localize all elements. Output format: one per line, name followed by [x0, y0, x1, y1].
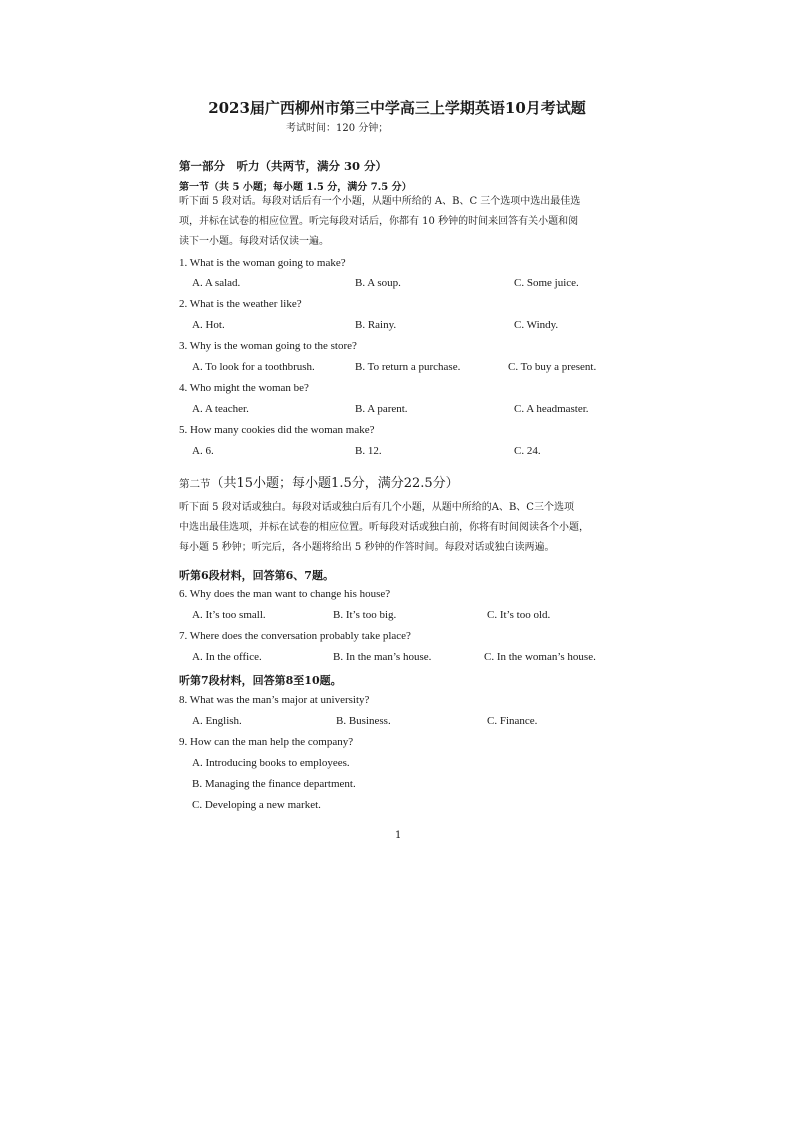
section1-instructions-line1: 听下面 5 段对话。每段对话后有一个小题，从题中所给的 A、B、C 三个选项中选出最佳选: [179, 196, 581, 207]
page-number: 1: [395, 830, 402, 841]
q3-option-b: B. To return a purchase.: [355, 361, 461, 373]
question-4: 4. Who might the woman be?: [179, 382, 309, 394]
q5-option-a: A. 6.: [192, 445, 214, 457]
question-6: 6. Why does the man want to change his house?: [179, 588, 391, 600]
part1-heading: 第一部分 听力（共两节，满分 30 分）: [179, 159, 388, 173]
q1-option-c: C. Some juice.: [514, 277, 579, 289]
q3-option-c: C. To buy a present.: [508, 361, 597, 373]
question-3: 3. Why is the woman going to the store?: [179, 340, 357, 352]
q1-option-a: A. A salad.: [192, 277, 241, 289]
q9-option-c: C. Developing a new market.: [192, 799, 321, 811]
q7-option-b: B. In the man’s house.: [333, 651, 432, 663]
q9-option-b: B. Managing the finance department.: [192, 778, 356, 790]
q9-option-a: A. Introducing books to employees.: [192, 757, 350, 769]
q6-option-b: B. It’s too big.: [333, 609, 397, 621]
q3-option-a: A. To look for a toothbrush.: [192, 361, 315, 373]
exam-duration: 考试时间：120 分钟；: [286, 123, 389, 134]
question-9: 9. How can the man help the company?: [179, 736, 354, 748]
q7-option-c: C. In the woman’s house.: [484, 651, 596, 663]
section2-instructions-line3: 每小题 5 秒钟；听完后，各小题将给出 5 秒钟的作答时间。每段对话或独白读两遍。: [179, 542, 555, 553]
section2-heading: [179, 472, 459, 491]
q5-option-c: C. 24.: [514, 445, 541, 457]
section1-heading: 第一节（共 5 小题；每小题 1.5 分，满分 7.5 分）: [179, 182, 412, 193]
q4-option-c: C. A headmaster.: [514, 403, 589, 415]
material-7-heading: 听第7段材料，回答第8至10题。: [179, 674, 342, 687]
q5-option-b: B. 12.: [355, 445, 382, 457]
section1-instructions-line3: 读下一小题。每段对话仅读一遍。: [179, 236, 329, 247]
question-2: 2. What is the weather like?: [179, 298, 302, 310]
q8-option-b: B. Business.: [336, 715, 391, 727]
section2-instructions-line2: 中选出最佳选项，并标在试卷的相应位置。听每段对话或独白前，你将有时间阅读各个小题，: [179, 522, 589, 533]
material-6-heading: 听第6段材料，回答第6、7题。: [179, 569, 334, 582]
q4-option-a: A. A teacher.: [192, 403, 249, 415]
q2-option-a: A. Hot.: [192, 319, 225, 331]
q1-option-b: B. A soup.: [355, 277, 401, 289]
section2-instructions-line1: 听下面 5 段对话或独白。每段对话或独白后有几个小题，从题中所给的A、B、C三个选项: [179, 502, 574, 513]
q2-option-c: C. Windy.: [514, 319, 559, 331]
document-title: 2023届广西柳州市第三中学高三上学期英语10月考试题: [208, 99, 586, 117]
q4-option-b: B. A parent.: [355, 403, 408, 415]
q8-option-a: A. English.: [192, 715, 242, 727]
q7-option-a: A. In the office.: [192, 651, 262, 663]
q2-option-b: B. Rainy.: [355, 319, 397, 331]
q8-option-c: C. Finance.: [487, 715, 538, 727]
question-5: 5. How many cookies did the woman make?: [179, 424, 375, 436]
section2-heading-rest: （共15小题；每小题1.5分，满分22.5分）: [210, 476, 459, 491]
question-8: 8. What was the man’s major at university?: [179, 694, 370, 706]
question-1: 1. What is the woman going to make?: [179, 257, 346, 269]
q6-option-a: A. It’s too small.: [192, 609, 266, 621]
q6-option-c: C. It’s too old.: [487, 609, 551, 621]
section1-instructions-line2: 项，并标在试卷的相应位置。听完每段对话后，你都有 10 秒钟的时间来回答有关小题和阅: [179, 216, 579, 227]
section2-heading-prefix: 第二节: [179, 478, 211, 490]
question-7: 7. Where does the conversation probably take place?: [179, 630, 411, 642]
